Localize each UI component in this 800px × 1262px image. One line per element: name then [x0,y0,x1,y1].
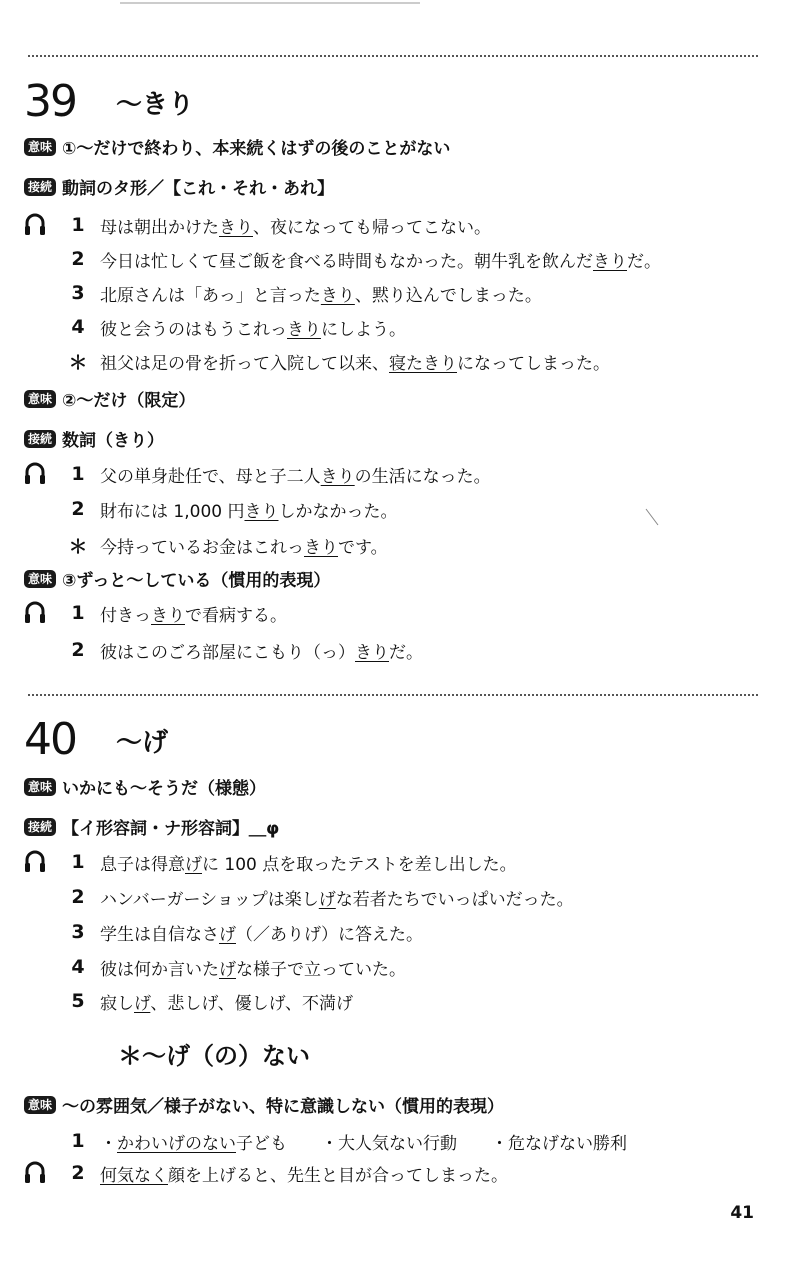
example-sentence: ハンバーガーショップは楽しげな若者たちでいっぱいだった。 [100,889,574,910]
connection-line [24,426,164,451]
example-sentence: 彼はこのごろ部屋にこもり（っ）きりだ。 [100,642,423,663]
section-number: 40 [24,714,76,765]
example-number: 2 [71,498,85,520]
example-sentence: 北原さんは「あっ」と言ったきり、黙り込んでしまった。 [100,285,542,306]
page-number: 41 [730,1203,754,1223]
example-sentence: 財布には 1,000 円きりしかなかった。 [100,501,398,522]
section-separator [28,55,758,57]
scan-mark [645,508,659,526]
example-number: 2 [71,886,85,908]
example-number: 1 [71,463,85,485]
example-number: 1 [71,214,85,236]
meaning-line [24,134,450,159]
example-row [24,598,764,628]
connection-tag: 接続 [24,430,56,448]
example-number: 4 [71,956,85,978]
example-sentence: 付きっきりで看病する。 [100,605,287,626]
example-sentence: 母は朝出かけたきり、夜になっても帰ってこない。 [100,217,491,238]
example-row [24,210,764,240]
example-sentence: 寂しげ、悲しげ、優しげ、不満げ [100,993,353,1014]
meaning-text: ③ずっと〜している（慣用的表現） [62,571,331,591]
connection-tag: 接続 [24,178,56,196]
meaning-tag: 意味 [24,390,56,408]
example-row [24,312,764,342]
example-row [24,847,764,877]
meaning-tag: 意味 [24,138,56,156]
headphones-icon[interactable] [24,600,54,626]
example-sentence: 祖父は足の骨を折って入院して以来、寝たきりになってしまった。 [100,353,610,374]
meaning-text: ①〜だけで終わり、本来続くはずの後のことがない [62,139,451,159]
example-number: 2 [71,248,85,270]
meaning-line [24,386,195,411]
example-row [24,952,764,982]
example-row [24,986,764,1016]
example-number: 1 [71,602,85,624]
example-number: 2 [71,1162,85,1184]
example-row [24,1126,764,1156]
connection-text: 【イ形容詞・ナ形容詞】＿φ [62,819,280,839]
example-row [24,346,764,376]
connection-line [24,174,334,199]
meaning-text: いかにも〜そうだ（様態） [62,779,267,799]
example-sentence: 彼と会うのはもうこれっきりにしよう。 [100,319,406,340]
example-number: 3 [71,921,85,943]
page-top-edge [0,0,800,8]
example-sentence: 今持っているお金はこれっきりです。 [100,537,388,558]
example-row [24,882,764,912]
example-number: ＊ [68,351,88,374]
example-row [24,459,764,489]
example-sentence: 何気なく顔を上げると、先生と目が合ってしまった。 [100,1165,508,1186]
section-40-header [24,710,169,765]
meaning-line [24,774,266,799]
example-sentence: 今日は忙しくて昼ご飯を食べる時間もなかった。朝牛乳を飲んだきりだ。 [100,251,661,272]
connection-line [24,814,279,839]
example-sentence: 学生は自信なさげ（／ありげ）に答えた。 [100,924,423,945]
example-row [24,1158,764,1188]
subsection-title: ＊〜げ（の）ない [118,1042,310,1070]
example-number: 1 [71,851,85,873]
example-sentence: 彼は何か言いたげな様子で立っていた。 [100,959,406,980]
example-row [24,278,764,308]
example-row [24,244,764,274]
headphones-icon[interactable] [24,212,54,238]
section-number: 39 [24,76,76,127]
example-row [24,635,764,665]
connection-tag: 接続 [24,818,56,836]
connection-text: 動詞のタ形／【これ・それ・あれ】 [62,179,335,199]
example-number: 3 [71,282,85,304]
headphones-icon[interactable] [24,849,54,875]
meaning-tag: 意味 [24,1096,56,1114]
example-number: 1 [71,1130,85,1152]
example-number: 2 [71,639,85,661]
headphones-icon[interactable] [24,1160,54,1186]
example-sentence: 息子は得意げに 100 点を取ったテストを差し出した。 [100,854,517,875]
example-number: 5 [71,990,85,1012]
example-row [24,917,764,947]
section-separator [28,694,758,696]
example-row [24,530,764,560]
meaning-tag: 意味 [24,778,56,796]
section-title: 〜きり [116,90,195,120]
meaning-text: 〜の雰囲気／様子がない、特に意識しない（慣用的表現） [62,1097,505,1117]
example-sentence: ・かわいげのない子ども ・大人気ない行動 ・危なげない勝利 [100,1133,627,1154]
meaning-tag: 意味 [24,570,56,588]
section-39-header [24,72,195,127]
section-title: 〜げ [116,728,169,758]
meaning-line [24,1092,504,1117]
example-number: 4 [71,316,85,338]
connection-text: 数詞（きり） [62,431,165,451]
meaning-text: ②〜だけ（限定） [62,391,196,411]
meaning-line [24,566,330,591]
headphones-icon[interactable] [24,461,54,487]
example-sentence: 父の単身赴任で、母と子二人きりの生活になった。 [100,466,491,487]
example-number: ＊ [68,535,88,558]
